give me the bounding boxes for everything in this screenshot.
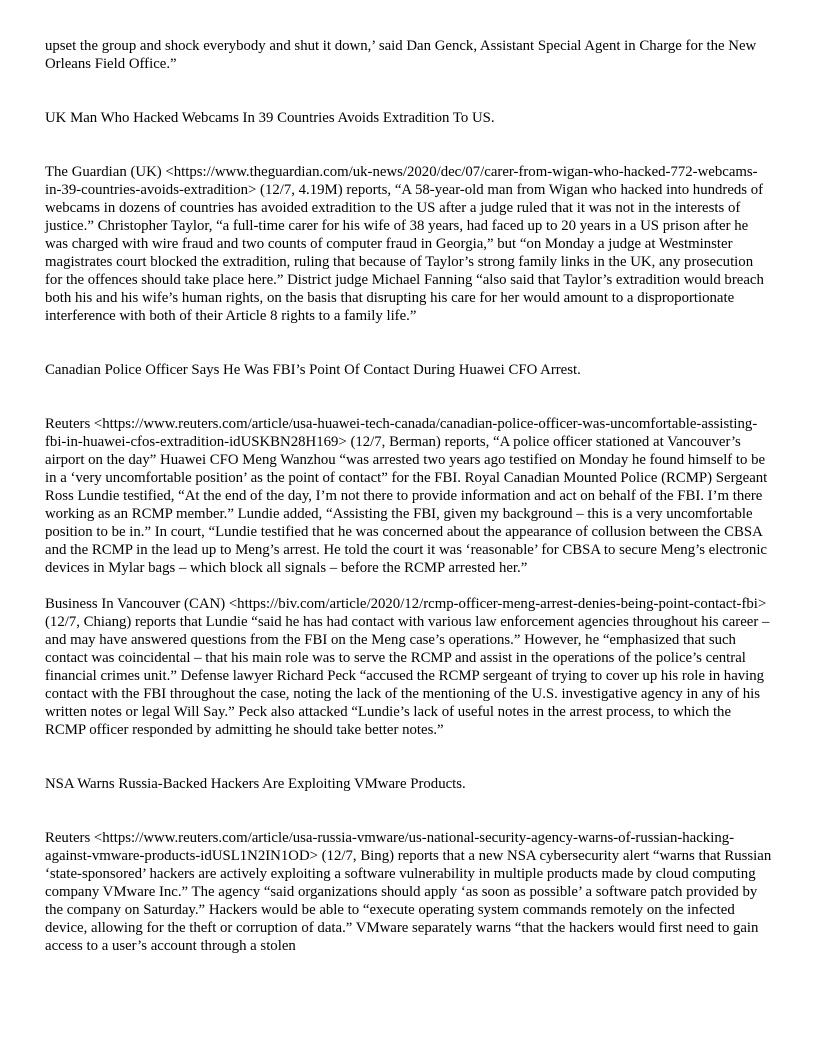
intro-paragraph-tail: upset the group and shock everybody and shut it down,’ said Dan Genck, Assistant Special Agent in Charge for the New Orleans Field Office.” (45, 38, 757, 72)
paragraph-biv-report: Business In Vancouver (CAN) <https://biv.com/article/2020/12/rcmp-officer-meng-arrest-denies-being-point-contact-fbi> (12/7, Chiang) reports that Lundie “said he has had contact with various law enforcement agencies throughout his career – and may have answered questions from the FBI on the Meng case’s operations.” However, he “emphasized that such contact was coincidental – that his main role was to serve the RCMP and assist in the operations of the police’s central financial crimes unit.” Defense lawyer Richard Peck “accused the RCMP sergeant of trying to cover up his role in having contact with the FBI throughout the case, noting the lack of the mentioning of the U.S. investigative agency in any of his written notes or legal Will Say.” Peck also attacked “Lundie’s lack of useful notes in the arrest process, to which the RCMP officer responded by admitting he should take better notes.” (45, 596, 770, 738)
paragraph-guardian-report: The Guardian (UK) <https://www.theguardian.com/uk-news/2020/dec/07/carer-from-wigan-who-hacked-772-webcams-in-39-countries-avoids-extradition> (12/7, 4.19M) reports, “A 58-year-old man from Wigan who hacked into hundreds of webcams in dozens of countries has avoided extradition to the US after a judge ruled that it was not in the interests of justice.” Christopher Taylor, “a full-time carer for his wife of 38 years, had faced up to 20 years in a US prison after he was charged with wire fraud and two counts of computer fraud in Georgia,” but “on Monday a judge at Westminster magistrates court blocked the extradition, ruling that because of Taylor’s strong family links in the UK, any prosecution for the offences should take place here.” District judge Michael Fanning “also said that Taylor’s extradition would breach both his and his wife’s human rights, on the basis that disrupting his care for her would amount to a disproportionate interference with both of their Article 8 rights to a family life.” (45, 164, 764, 324)
document-page (45, 37, 773, 955)
paragraph-reuters-vmware-report: Reuters <https://www.reuters.com/article/usa-russia-vmware/us-national-security-agency-warns-of-russian-hacking-against-vmware-products-idUSL1N2IN1OD> (12/7, Bing) reports that a new NSA cybersecurity alert “warns that Russian ‘state-sponsored’ hackers are actively exploiting a software vulnerability in multiple products made by cloud computing company VMware Inc.” The agency “said organizations should apply ‘as soon as possible’ a software patch provided by the company on Saturday.” Hackers would be able to “execute operating system commands remotely on the infected device, allowing for the theft or corruption of data.” VMware separately warns “that the hackers would first need to gain access to a user’s account through a stolen (45, 830, 772, 954)
headline-nsa-vmware-warning: NSA Warns Russia-Backed Hackers Are Exploiting VMware Products. (45, 776, 466, 792)
headline-canadian-police-officer: Canadian Police Officer Says He Was FBI’s Point Of Contact During Huawei CFO Arrest. (45, 362, 581, 378)
paragraph-reuters-huawei-report: Reuters <https://www.reuters.com/article/usa-huawei-tech-canada/canadian-police-officer-was-uncomfortable-assisting-fbi-in-huawei-cfos-extradition-idUSKBN28H169> (12/7, Berman) reports, “A police officer stationed at Vancouver’s airport on the day” Huawei CFO Meng Wanzhou “was arrested two years ago testified on Monday he found himself to be in a ‘very uncomfortable position’ as the point of contact” for the FBI. Royal Canadian Mounted Police (RCMP) Sergeant Ross Lundie testified, “At the end of the day, I’m not there to provide information and act on behalf of the FBI. I’m there working as an RCMP member.” Lundie added, “Assisting the FBI, given my background – this is a very uncomfortable position to be in.” In court, “Lundie testified that he was concerned about the appearance of collusion between the CBSA and the RCMP in the lead up to Meng’s arrest. He told the court it was ‘reasonable’ for CBSA to secure Meng’s electronic devices in Mylar bags – which block all signals – before the RCMP arrested her.” (45, 416, 768, 576)
headline-uk-webcam-hacker: UK Man Who Hacked Webcams In 39 Countries Avoids Extradition To US. (45, 110, 495, 126)
